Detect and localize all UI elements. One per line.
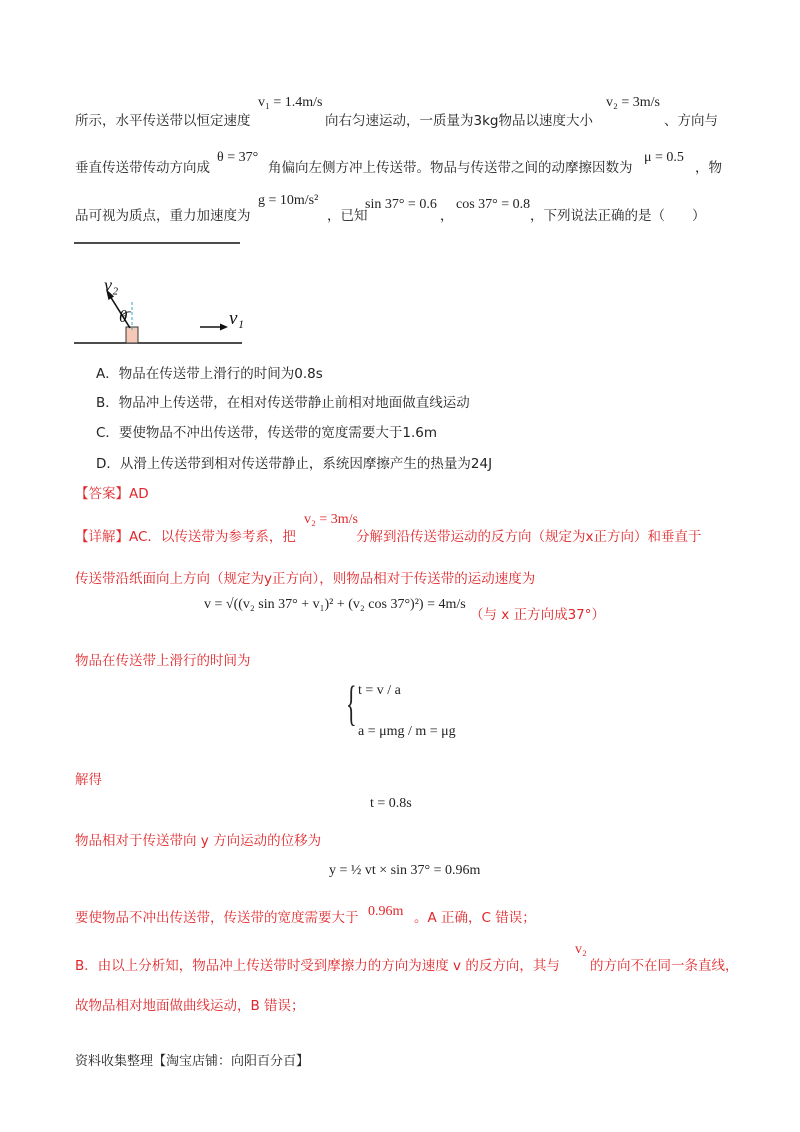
question-line-3b: ，已知	[327, 208, 368, 224]
cos-formula: cos 37° = 0.8	[456, 197, 531, 212]
detail-v2-formula: v₂ = 3m/s	[304, 512, 359, 527]
system-brace: {	[346, 675, 357, 731]
v2-label: v₂	[104, 275, 119, 295]
question-line-2b: 角偏向左侧方冲上传送带。物品与传送带之间的动摩擦因数为	[268, 160, 633, 176]
answer-line	[75, 482, 149, 502]
velocity-equation: v = √((v₂ sin 37° + v₁)² + (v₂ cos 37°)²) = 4m/s	[204, 597, 466, 612]
system-eq-a: a = μmg / m = μg	[358, 724, 456, 739]
option-a: A．物品在传送带上滑行的时间为0.8s	[96, 366, 323, 382]
sin-formula: sin 37° = 0.6	[365, 197, 437, 212]
answer-value: AD	[129, 486, 149, 502]
option-c: C．要使物品不冲出传送带，传送带的宽度需要大于1.6m	[96, 425, 438, 441]
question-line-1c: 、方向与	[664, 113, 718, 129]
detail-line-2: 传送带沿纸面向上方向（规定为y正方向），则物品相对于传送带的运动速度为	[75, 571, 536, 587]
mu-formula: μ = 0.5	[644, 150, 684, 165]
theta-formula: θ = 37°	[217, 150, 259, 165]
detail-v2-symbol: v₂	[575, 942, 587, 957]
question-line-1b: 向右匀速运动，一质量为3kg物品以速度大小	[325, 113, 593, 129]
option-d: D．从滑上传送带到相对传送带静止，系统因摩擦产生的热量为24J	[96, 456, 493, 472]
question-line-3: 品可视为质点，重力加速度为	[75, 208, 251, 224]
answer-label: 【答案】	[75, 486, 129, 502]
velocity-note: （与 x 正方向成37°）	[470, 607, 605, 623]
v1-label: v₁	[229, 308, 245, 329]
width-value: 0.96m	[368, 904, 404, 919]
detail-line-7b: 的方向不在同一条直线，	[590, 958, 739, 974]
option-b: B．物品冲上传送带，在相对传送带静止前相对地面做直线运动	[96, 395, 470, 411]
detail-line-1b: 分解到沿传送带运动的反方向（规定为x正方向）和垂直于	[356, 529, 702, 545]
detail-line-1: 【详解】AC．以传送带为参考系，把	[75, 529, 296, 545]
detail-line-3: 物品在传送带上滑行的时间为	[75, 653, 251, 669]
detail-line-4: 解得	[75, 772, 102, 788]
footer-source: 资料收集整理【淘宝店铺：向阳百分百】	[75, 1054, 310, 1069]
detail-label: 【详解】	[75, 529, 129, 545]
detail-line-5: 物品相对于传送带向 y 方向运动的位移为	[75, 833, 322, 849]
detail-line-7: B．由以上分析知，物品冲上传送带时受到摩擦力的方向为速度 v 的反方向，其与	[75, 958, 560, 974]
comma: ，	[440, 208, 454, 224]
conveyor-figure	[70, 236, 260, 351]
question-line-1: 所示，水平传送带以恒定速度	[75, 113, 251, 129]
v2-formula: v₂ = 3m/s	[606, 95, 661, 110]
theta-label: θ	[119, 307, 128, 326]
detail-line-6: 要使物品不冲出传送带，传送带的宽度需要大于	[75, 910, 359, 926]
question-line-3c: ，下列说法正确的是（ ）	[530, 208, 706, 224]
g-formula: g = 10m/s²	[258, 193, 319, 208]
v1-formula: v₁ = 1.4m/s	[258, 95, 323, 110]
time-result: t = 0.8s	[370, 796, 412, 811]
question-line-2c: ，物	[695, 160, 722, 176]
detail-line-6b: 。A 正确，C 错误；	[414, 910, 536, 926]
detail-line-8: 故物品相对地面做曲线运动，B 错误；	[75, 998, 305, 1014]
displacement-equation: y = ½ vt × sin 37° = 0.96m	[329, 863, 481, 878]
question-line-2: 垂直传送带传动方向成	[75, 160, 210, 176]
system-eq-t: t = v / a	[358, 683, 401, 698]
v1-arrowhead	[220, 324, 228, 331]
